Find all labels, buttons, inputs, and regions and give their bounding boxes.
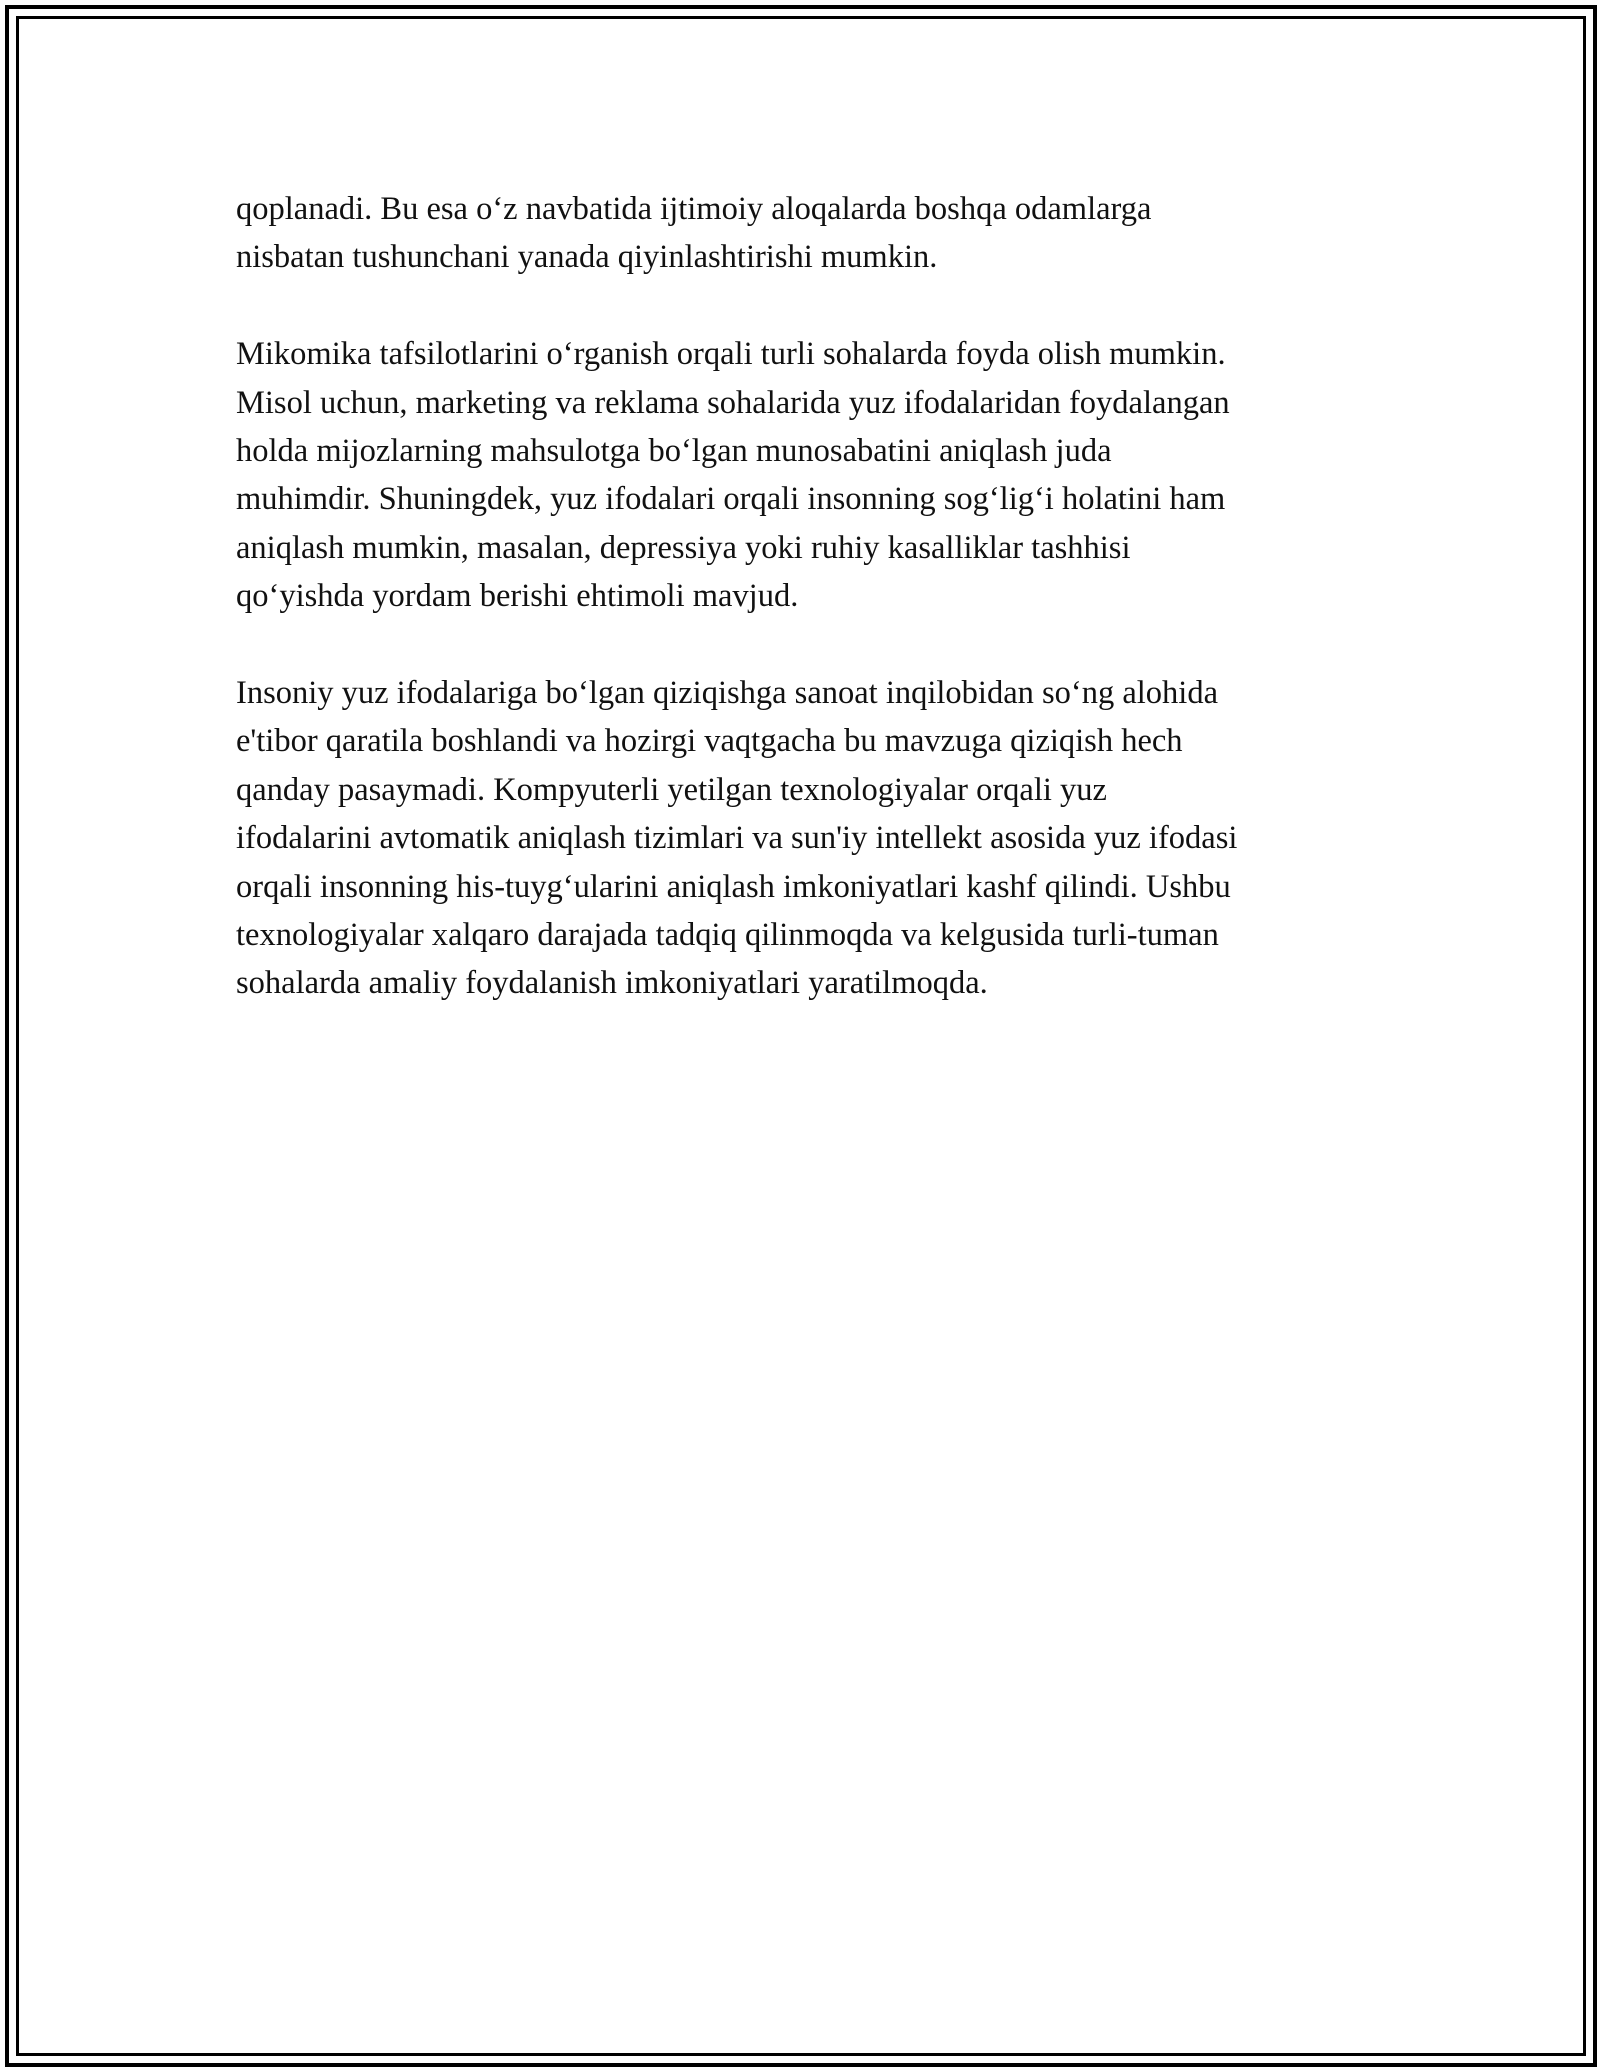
- paragraph: Mikomika tafsilotlarini o‘rganish orqali turli sohalarda foyda olish mumkin. Misol uchun, marketing va reklama sohalarida yuz ifodalaridan foydalangan holda mijozlarning mahsulotga bo‘lgan munosabatini aniqlash juda muhimdir. Shuningdek, yuz ifodalari orqali insonning sog‘lig‘i holatini ham aniqlash mumkin, masalan, depressiya yoki ruhiy kasalliklar tashhisi qo‘yishda yordam berishi ehtimoli mavjud.: [236, 336, 1230, 615]
- paragraph: Insoniy yuz ifodalariga bo‘lgan qiziqishga sanoat inqilobidan so‘ng alohida e'tibor qaratila boshlandi va hozirgi vaqtgacha bu mavzuga qiziqish hech qanday pasaymadi. Kompyuterli yetilgan texnologiyalar orqali yuz ifodalarini avtomatik aniqlash tizimlari va sun'iy intellekt asosida yuz ifodasi orqali insonning his-tuyg‘ularini aniqlash imkoniyatlari kashf qilindi. Ushbu texnologiyalar xalqaro darajada tadqiq qilinmoqda va kelgusida turli-tuman sohalarda amaliy foydalanish imkoniyatlari yaratilmoqda.: [236, 675, 1238, 1002]
- paragraph: qoplanadi. Bu esa o‘z navbatida ijtimoiy aloqalarda boshqa odamlarga nisbatan tushunchani yanada qiyinlashtirishi mumkin.: [236, 191, 1152, 276]
- document-body: [236, 185, 1386, 1056]
